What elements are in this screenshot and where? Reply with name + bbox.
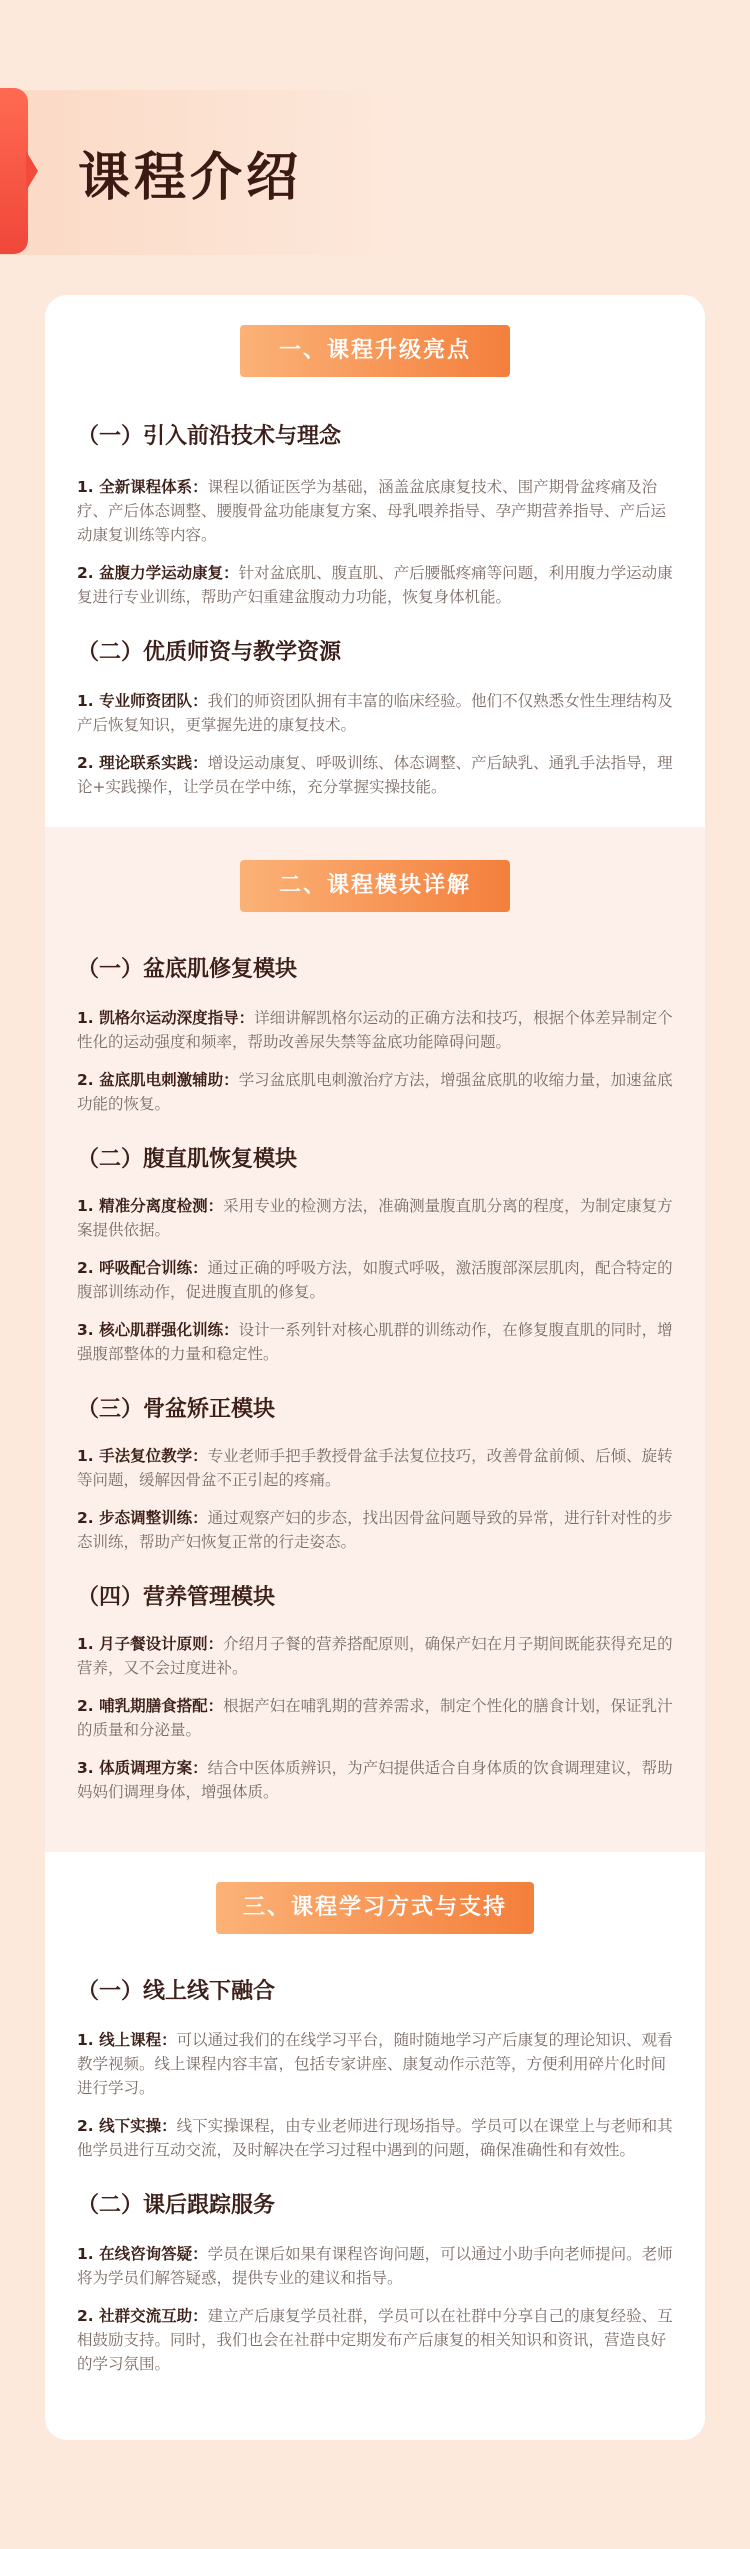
content-paragraph: 2. 社群交流互助：建立产后康复学员社群，学员可以在社群中分享自己的康复经验、互相鼓励支持。同时，我们也会在社群中定期发布产后康复的相关知识和资讯，营造良好的学习氛围。	[77, 2307, 673, 2373]
content-paragraph: 2. 线下实操：线下实操课程，由专业老师进行现场指导。学员可以在课堂上与老师和其他学员进行互动交流，及时解决在学习过程中遇到的问题，确保准确性和有效性。	[77, 2117, 673, 2159]
content-paragraph: 2. 步态调整训练：通过观察产妇的步态，找出因骨盆问题导致的异常，进行针对性的步态训练，帮助产妇恢复正常的行走姿态。	[77, 1509, 673, 1551]
content-paragraph: 1. 专业师资团队：我们的师资团队拥有丰富的临床经验。他们不仅熟悉女性生理结构及产后恢复知识，更掌握先进的康复技术。	[77, 692, 673, 734]
subsection-title: （二）腹直肌恢复模块	[77, 1147, 298, 1172]
content-paragraph: 1. 手法复位教学：专业老师手把手教授骨盆手法复位技巧，改善骨盆前倾、后倾、旋转等问题，缓解因骨盆不正引起的疼痛。	[77, 1447, 673, 1489]
section-heading: 二、课程模块详解	[240, 860, 510, 912]
header-accent-tab	[0, 88, 28, 254]
content-paragraph: 2. 盆腹力学运动康复：针对盆底肌、腹直肌、产后腰骶疼痛等问题，利用腹力学运动康复进行专业训练，帮助产妇重建盆腹动力功能，恢复身体机能。	[77, 564, 673, 606]
content-paragraph: 1. 精准分离度检测：采用专业的检测方法，准确测量腹直肌分离的程度，为制定康复方案提供依据。	[77, 1197, 673, 1239]
content-paragraph: 2. 哺乳期膳食搭配：根据产妇在哺乳期的营养需求，制定个性化的膳食计划，保证乳汁的质量和分泌量。	[77, 1697, 673, 1739]
section-heading: 三、课程学习方式与支持	[216, 1882, 534, 1934]
subsection-title: （一）盆底肌修复模块	[77, 957, 298, 982]
section-card-upgrade-highlights	[45, 295, 705, 827]
section-card-module-details	[45, 827, 705, 1852]
content-paragraph: 2. 呼吸配合训练：通过正确的呼吸方法，如腹式呼吸，激活腹部深层肌肉，配合特定的腹部训练动作，促进腹直肌的修复。	[77, 1259, 673, 1301]
subsection-title: （一）引入前沿技术与理念	[77, 424, 342, 449]
section-heading: 一、课程升级亮点	[240, 325, 510, 377]
content-paragraph: 2. 理论联系实践：增设运动康复、呼吸训练、体态调整、产后缺乳、通乳手法指导，理论+实践操作，让学员在学中练，充分掌握实操技能。	[77, 754, 673, 796]
content-paragraph: 1. 线上课程：可以通过我们的在线学习平台，随时随地学习产后康复的理论知识、观看教学视频。线上课程内容丰富，包括专家讲座、康复动作示范等，方便利用碎片化时间进行学习。	[77, 2031, 673, 2097]
content-paragraph: 1. 凯格尔运动深度指导：详细讲解凯格尔运动的正确方法和技巧，根据个体差异制定个性化的运动强度和频率，帮助改善尿失禁等盆底功能障碍问题。	[77, 1009, 673, 1051]
subsection-title: （一）线上线下融合	[77, 1979, 276, 2004]
section-card-learning-support	[45, 1852, 705, 2440]
content-paragraph: 3. 核心肌群强化训练：设计一系列针对核心肌群的训练动作，在修复腹直肌的同时，增强腹部整体的力量和稳定性。	[77, 1321, 673, 1363]
page-title: 课程介绍	[78, 148, 303, 208]
content-paragraph: 1. 在线咨询答疑：学员在课后如果有课程咨询问题，可以通过小助手向老师提问。老师将为学员们解答疑惑，提供专业的建议和指导。	[77, 2245, 673, 2287]
content-paragraph: 2. 盆底肌电刺激辅助：学习盆底肌电刺激治疗方法，增强盆底肌的收缩力量，加速盆底功能的恢复。	[77, 1071, 673, 1113]
subsection-title: （二）优质师资与教学资源	[77, 640, 342, 665]
content-paragraph: 1. 月子餐设计原则：介绍月子餐的营养搭配原则，确保产妇在月子期间既能获得充足的营养，又不会过度进补。	[77, 1635, 673, 1677]
content-paragraph: 3. 体质调理方案：结合中医体质辨识，为产妇提供适合自身体质的饮食调理建议，帮助妈妈们调理身体，增强体质。	[77, 1759, 673, 1801]
subsection-title: （三）骨盆矫正模块	[77, 1397, 276, 1422]
subsection-title: （四）营养管理模块	[77, 1585, 276, 1610]
subsection-title: （二）课后跟踪服务	[77, 2193, 276, 2218]
content-paragraph: 1. 全新课程体系：课程以循证医学为基础，涵盖盆底康复技术、围产期骨盆疼痛及治疗、产后体态调整、腰腹骨盆功能康复方案、母乳喂养指导、孕产期营养指导、产后运动康复训练等内容。	[77, 478, 667, 544]
